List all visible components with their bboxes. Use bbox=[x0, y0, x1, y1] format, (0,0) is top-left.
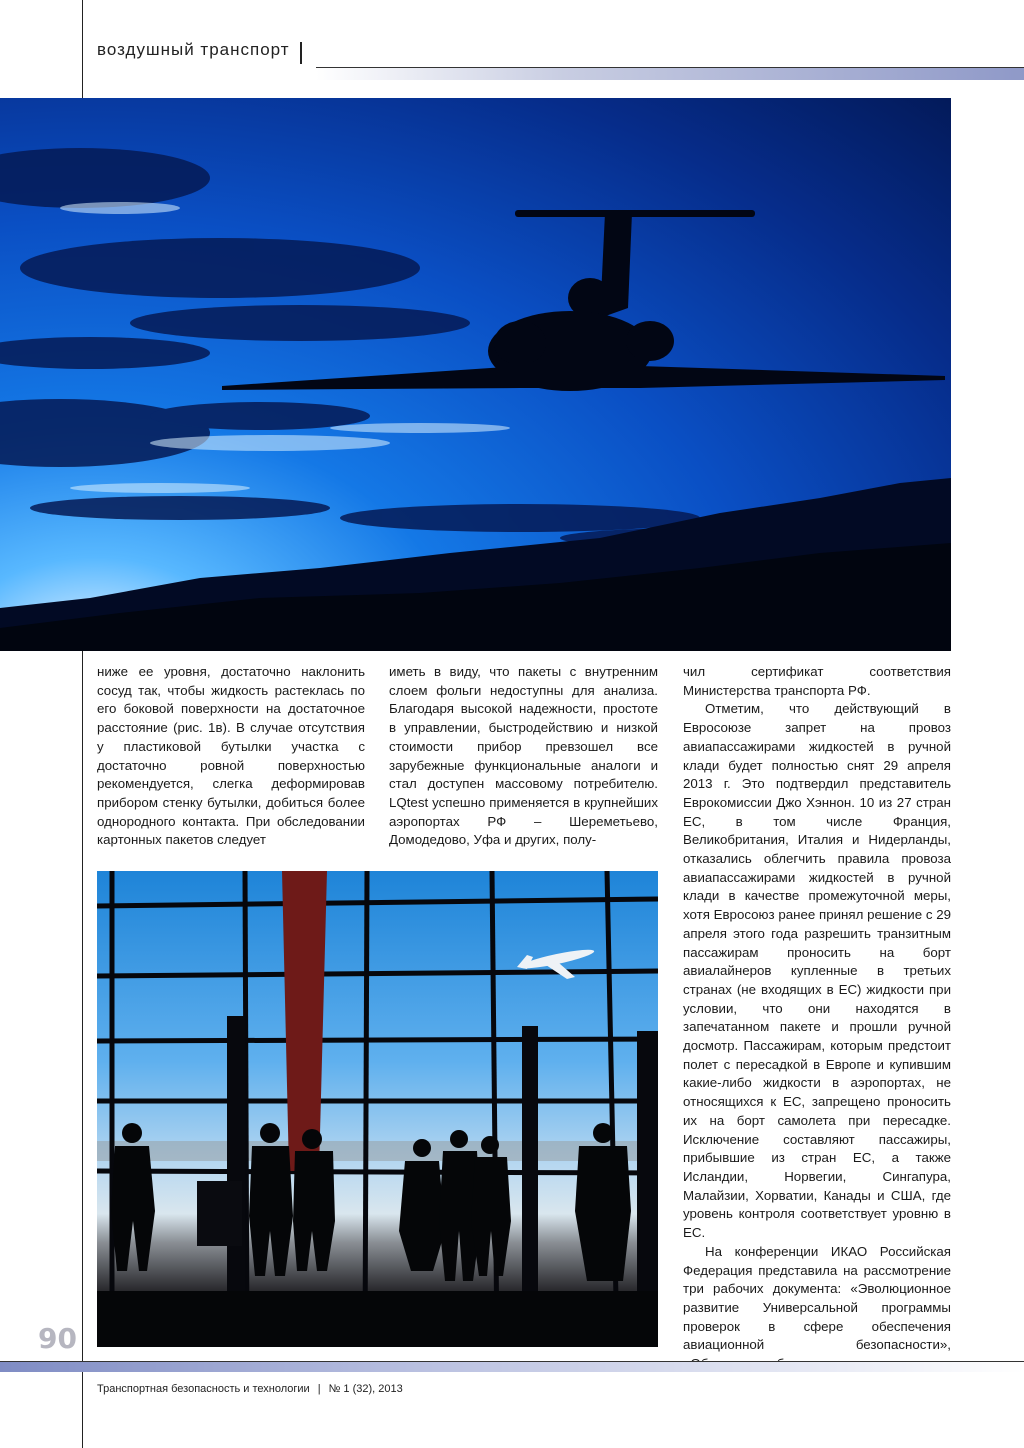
text-column-1 bbox=[97, 663, 365, 850]
issue-info: № 1 (32), 2013 bbox=[328, 1383, 403, 1395]
paragraph: На конференции ИКАО Российская Федерация представила на рассмотрение три рабочих документа: «Эволюционное развитие Универсальной программы проверок в сфере обеспечения авиационной безопасности», bbox=[683, 1243, 951, 1353]
paragraph: иметь в виду, что пакеты с внутренним слоем фольги недоступны для анализа. Благодаря высокой надежности, простоте в управлении, быстродействию и низкой стоимости прибор превзошел все зарубежные функциональные аналоги и стал доступен массовому потребителю. LQtest успешно применяется в крупнейших аэропортах РФ – Шереметьево, Домодедово, Уфа и других, полу- bbox=[389, 664, 658, 848]
footer bbox=[97, 1383, 403, 1395]
footer-gradient-rule bbox=[0, 1362, 1024, 1372]
hero-airplane-photo bbox=[0, 98, 951, 651]
paragraph: ниже ее уровня, достаточно наклонить сосуд так, чтобы жидкость растеклась по его боковой поверхности на достаточное расстояние (рис. 1в). В случае отсутствия у пластиковой бутылки участка с достаточно ровной поверхностью рекомендуется, слегка деформировав прибором стенку бутылки, добиться более однородного контакта. При обследовании картонных пакетов следует bbox=[97, 664, 365, 848]
section-title-divider bbox=[300, 42, 302, 64]
footer-separator: | bbox=[317, 1383, 321, 1395]
text-column-3 bbox=[683, 663, 951, 1374]
header-gradient-rule bbox=[316, 68, 1024, 80]
paragraph: Отметим, что действующий в Евросоюзе запрет на провоз авиапассажирами жидкостей в ручной клади будет полностью снят 29 апреля 2013 г. Это подтвердил представитель Еврокомиссии Джо Хэннон. 10 из 27 стран ЕС, в том числе Франция, Великобритания, Италия и Нидерланды, отказались облегчить правила провоза авиапассажирами жидкостей в ручной клади в качестве промежуточной меры, хотя Евросоюз ранее принял решение с 29 апреля этого года разрешить транзитным пассажирам проносить на борт авиалайнеров купленные в третьих странах (не входящих в ЕС) жидкости при условии, что они находятся в запечатанном пакете и прошли ручной досмотр. Пассажирам, которым предстоит полет с пересадкой в Европе и купившим какие-либо жидкости в аэропортах, не относящихся к ЕС, запрещено проносить их на борт самолета при пересадке. Исключение составляют пассажиры, прибывшие из стран ЕС, а также Исландии, Норвегии, Сингапура, Малайзии, Хорватии, Канады и США, где уровень контроля соответствует уровню в ЕС. bbox=[683, 701, 951, 1241]
page-number: 90 bbox=[38, 1322, 77, 1355]
paragraph: чил сертификат соответствия Министерства транспорта РФ. bbox=[683, 664, 951, 698]
terminal-silhouettes-illustration bbox=[97, 871, 658, 1347]
journal-name: Транспортная безопасность и технологии bbox=[97, 1383, 310, 1395]
section-title: воздушный транспорт bbox=[97, 40, 290, 59]
text-column-2 bbox=[389, 663, 658, 850]
airport-terminal-photo bbox=[97, 871, 658, 1347]
airplane-sky-illustration bbox=[0, 98, 951, 651]
